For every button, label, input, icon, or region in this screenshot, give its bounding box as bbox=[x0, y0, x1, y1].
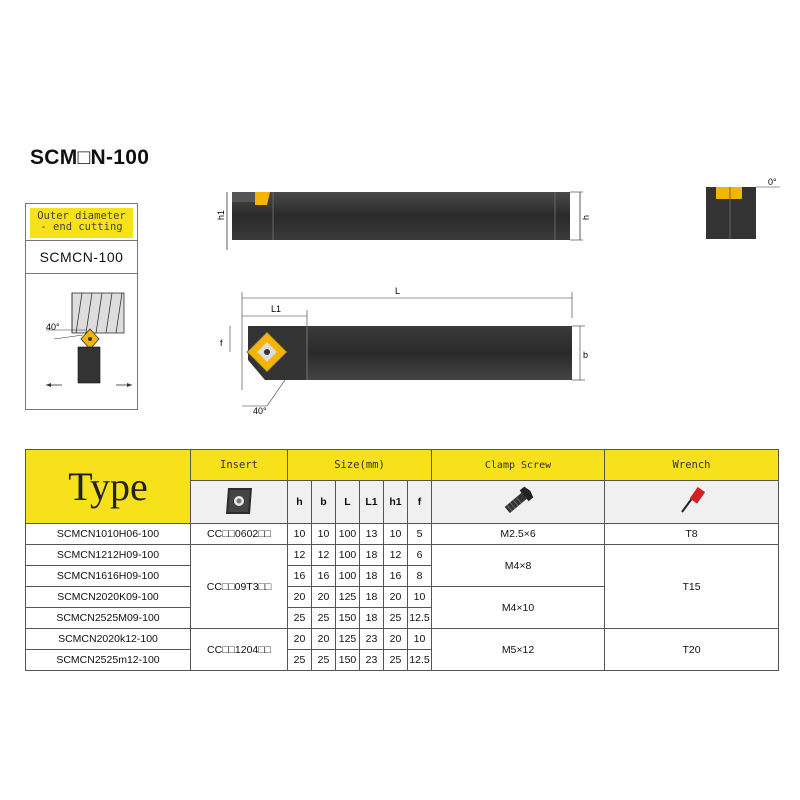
clamp-screw-cell: M4×10 bbox=[432, 587, 605, 629]
L-cell: 100 bbox=[336, 566, 360, 587]
insert-header: Insert bbox=[191, 450, 288, 481]
b-cell: 16 bbox=[312, 566, 336, 587]
page-title: SCM□N-100 bbox=[30, 146, 150, 169]
zero-angle-label: 0° bbox=[768, 177, 777, 187]
holder-end-view bbox=[700, 175, 785, 245]
insert-cell: CC□□09T3□□ bbox=[191, 545, 288, 629]
operation-line-1: Outer diameter bbox=[37, 210, 126, 222]
type-cell: SCMCN1212H09-100 bbox=[26, 545, 191, 566]
clamp-screw-icon bbox=[498, 485, 538, 517]
type-cell: SCMCN2525M09-100 bbox=[26, 608, 191, 629]
table-row bbox=[26, 545, 779, 566]
f-cell: 12.5 bbox=[408, 650, 432, 671]
dim-col-f: f bbox=[408, 481, 432, 524]
dim-h1-label: h1 bbox=[216, 209, 226, 220]
diagram-angle-label: 40° bbox=[46, 322, 60, 332]
dim-h-label: h bbox=[581, 214, 591, 220]
L1-cell: 18 bbox=[360, 566, 384, 587]
h1-cell: 16 bbox=[384, 566, 408, 587]
h1-cell: 20 bbox=[384, 587, 408, 608]
h-cell: 16 bbox=[288, 566, 312, 587]
L1-cell: 18 bbox=[360, 545, 384, 566]
operation-diagram bbox=[26, 273, 137, 409]
spec-table bbox=[25, 449, 779, 671]
L1-cell: 18 bbox=[360, 587, 384, 608]
L-cell: 100 bbox=[336, 545, 360, 566]
table-row bbox=[26, 524, 779, 545]
h1-cell: 25 bbox=[384, 650, 408, 671]
wrench-header: Wrench bbox=[605, 450, 779, 481]
operation-info-box bbox=[25, 203, 138, 410]
f-cell: 6 bbox=[408, 545, 432, 566]
dim-col-L1: L1 bbox=[360, 481, 384, 524]
operation-label bbox=[30, 208, 133, 238]
f-cell: 12.5 bbox=[408, 608, 432, 629]
dim-angle-label: 40° bbox=[253, 406, 267, 416]
holder-top-view bbox=[215, 280, 615, 420]
b-cell: 10 bbox=[312, 524, 336, 545]
insert-image-cell bbox=[191, 481, 288, 524]
f-cell: 10 bbox=[408, 629, 432, 650]
type-cell: SCMCN2525m12-100 bbox=[26, 650, 191, 671]
clamp-screw-header: Clamp Screw bbox=[432, 450, 605, 481]
h-cell: 25 bbox=[288, 608, 312, 629]
b-cell: 25 bbox=[312, 650, 336, 671]
b-cell: 12 bbox=[312, 545, 336, 566]
dim-col-L: L bbox=[336, 481, 360, 524]
insert-cell: CC□□0602□□ bbox=[191, 524, 288, 545]
type-cell: SCMCN1616H09-100 bbox=[26, 566, 191, 587]
b-cell: 20 bbox=[312, 629, 336, 650]
wrench-cell: T15 bbox=[605, 545, 779, 629]
clamp-screw-cell: M2.5×6 bbox=[432, 524, 605, 545]
L-cell: 150 bbox=[336, 608, 360, 629]
holder-code: SCMCN-100 bbox=[26, 240, 137, 274]
f-cell: 10 bbox=[408, 587, 432, 608]
h-cell: 20 bbox=[288, 629, 312, 650]
h1-cell: 12 bbox=[384, 545, 408, 566]
h1-cell: 20 bbox=[384, 629, 408, 650]
type-header-cell bbox=[26, 450, 191, 524]
insert-icon bbox=[222, 484, 256, 518]
dim-col-h1: h1 bbox=[384, 481, 408, 524]
clamp-screw-image-cell bbox=[432, 481, 605, 524]
L-cell: 100 bbox=[336, 524, 360, 545]
L1-cell: 18 bbox=[360, 608, 384, 629]
dim-col-b: b bbox=[312, 481, 336, 524]
wrench-image-cell bbox=[605, 481, 779, 524]
h-cell: 25 bbox=[288, 650, 312, 671]
dim-L1-label: L1 bbox=[271, 304, 282, 314]
insert-cell: CC□□1204□□ bbox=[191, 629, 288, 671]
h1-cell: 10 bbox=[384, 524, 408, 545]
b-cell: 20 bbox=[312, 587, 336, 608]
h-cell: 12 bbox=[288, 545, 312, 566]
table-row bbox=[26, 629, 779, 650]
f-cell: 5 bbox=[408, 524, 432, 545]
L-cell: 150 bbox=[336, 650, 360, 671]
wrench-cell: T8 bbox=[605, 524, 779, 545]
clamp-screw-cell: M5×12 bbox=[432, 629, 605, 671]
type-cell: SCMCN2020K09-100 bbox=[26, 587, 191, 608]
wrench-cell: T20 bbox=[605, 629, 779, 671]
dim-col-h: h bbox=[288, 481, 312, 524]
clamp-screw-cell: M4×8 bbox=[432, 545, 605, 587]
type-header: Type bbox=[68, 464, 148, 509]
f-cell: 8 bbox=[408, 566, 432, 587]
operation-line-2: - end cutting bbox=[40, 221, 123, 233]
L1-cell: 13 bbox=[360, 524, 384, 545]
dim-L-label: L bbox=[395, 286, 401, 296]
h-cell: 10 bbox=[288, 524, 312, 545]
wrench-icon bbox=[674, 485, 710, 517]
dim-b-label: b bbox=[583, 350, 589, 360]
L-cell: 125 bbox=[336, 587, 360, 608]
h1-cell: 25 bbox=[384, 608, 408, 629]
L1-cell: 23 bbox=[360, 629, 384, 650]
size-header: Size(mm) bbox=[288, 450, 432, 481]
type-cell: SCMCN2020k12-100 bbox=[26, 629, 191, 650]
b-cell: 25 bbox=[312, 608, 336, 629]
h-cell: 20 bbox=[288, 587, 312, 608]
type-cell: SCMCN1010H06-100 bbox=[26, 524, 191, 545]
dim-f-label: f bbox=[220, 338, 223, 348]
L1-cell: 23 bbox=[360, 650, 384, 671]
holder-side-view bbox=[215, 175, 615, 255]
L-cell: 125 bbox=[336, 629, 360, 650]
